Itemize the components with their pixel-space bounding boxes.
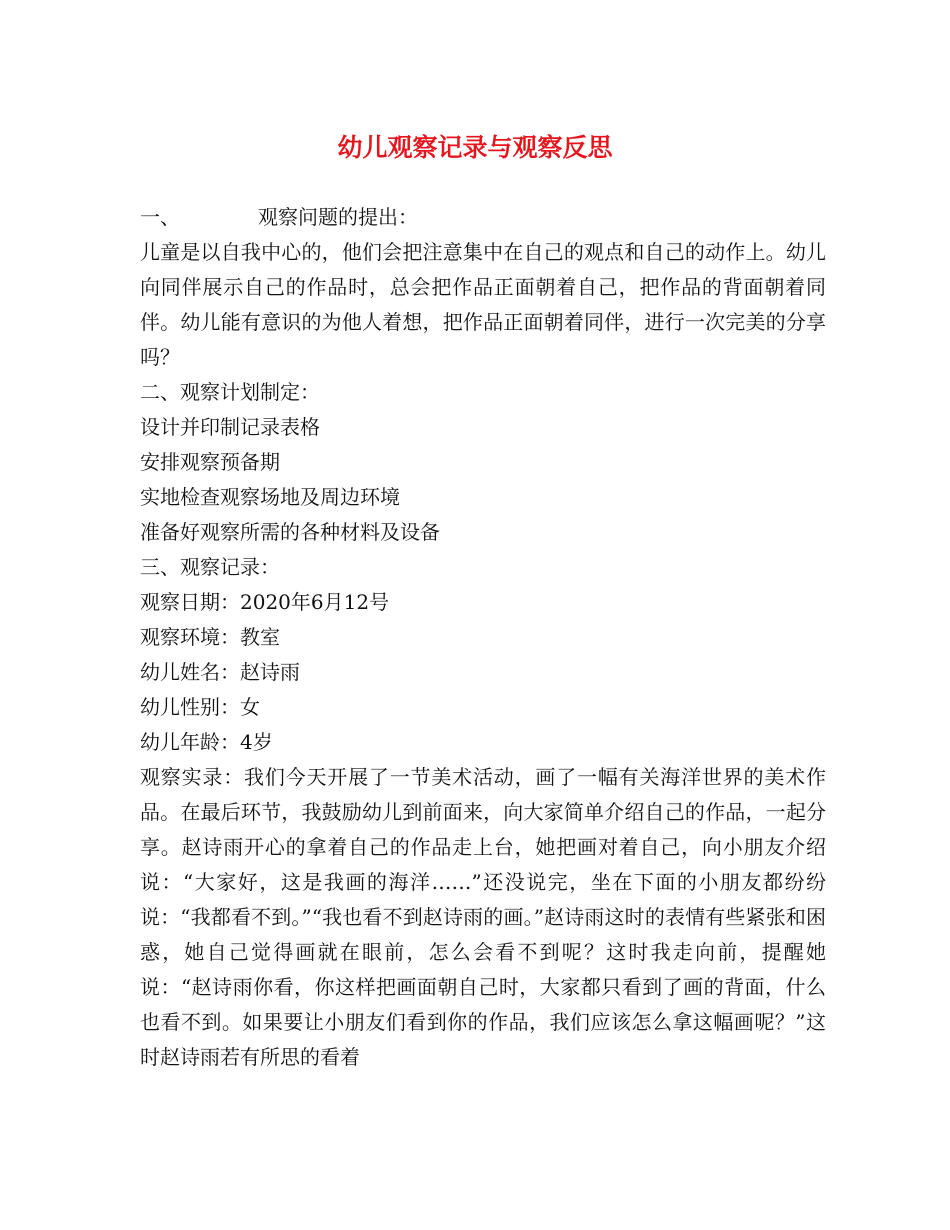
section-1-title: 观察问题的提出： — [258, 205, 418, 229]
record-field-name: 幼儿姓名：赵诗雨 — [140, 660, 300, 684]
section-1-number: 一、 — [140, 205, 180, 229]
plan-item: 实地检查观察场地及周边环境 — [140, 485, 400, 509]
document-body — [140, 200, 826, 1075]
record-field-gender: 幼儿性别：女 — [140, 695, 260, 719]
record-field-environment: 观察环境：教室 — [140, 625, 280, 649]
record-field-date: 观察日期：2020年6月12号 — [140, 590, 390, 614]
document-title: 幼儿观察记录与观察反思 — [337, 133, 613, 162]
section-1-paragraph: 儿童是以自我中心的，他们会把注意集中在自己的观点和自己的动作上。幼儿向同伴展示自己的作品时，总会把作品正面朝着自己，把作品的背面朝着同伴。幼儿能有意识的为他人着想，把作品正面朝着同伴，进行一次完美的分享吗？ — [140, 240, 826, 369]
record-paragraph: 观察实录：我们今天开展了一节美术活动，画了一幅有关海洋世界的美术作品。在最后环节，我鼓励幼儿到前面来，向大家简单介绍自己的作品，一起分享。赵诗雨开心的拿着自己的作品走上台，她把画对着自己，向小朋友介绍说：“大家好，这是我画的海洋……”还没说完，坐在下面的小朋友都纷纷说：“我都看不到。”“我也看不到赵诗雨的画。”赵诗雨这时的表情有些紧张和困惑，她自己觉得画就在眼前，怎么会看不到呢？这时我走向前，提醒她说：“赵诗雨你看，你这样把画面朝自己时，大家都只看到了画的背面，什么也看不到。如果要让小朋友们看到你的作品，我们应该怎么拿这幅画呢？”这时赵诗雨若有所思的看着 — [140, 765, 826, 1069]
record-field-age: 幼儿年龄：4岁 — [140, 730, 273, 754]
section-2-heading: 二、观察计划制定： — [140, 380, 320, 404]
plan-item: 设计并印制记录表格 — [140, 415, 320, 439]
section-1-heading — [140, 200, 826, 235]
plan-item: 准备好观察所需的各种材料及设备 — [140, 520, 440, 544]
plan-item: 安排观察预备期 — [140, 450, 280, 474]
section-3-heading: 三、观察记录： — [140, 555, 280, 579]
